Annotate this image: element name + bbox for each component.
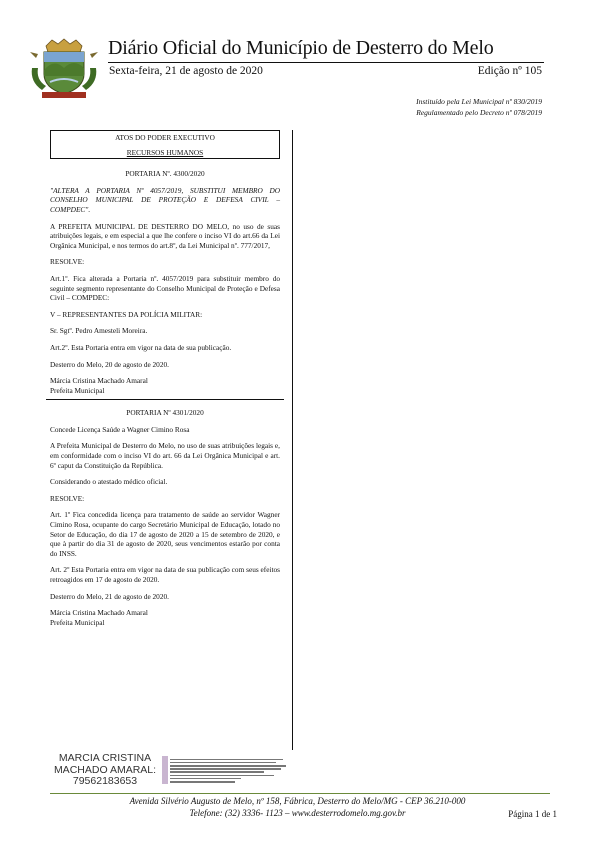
section-title: ATOS DO PODER EXECUTIVO [115,133,215,142]
portaria-2-signer-role: Prefeita Municipal [50,617,105,627]
portaria-1-number: PORTARIA Nº. 4300/2020 [125,169,205,179]
portaria-1-art1: Art.1º. Fica alterada a Portaria nº. 4057/2019 para substituir membro do seguinte segmento representante do Conselho Municipal de Proteção e Defesa Civil – COMPDEC: [50,273,280,303]
signature-id: 79562183653 [72,775,138,787]
portaria-1-segment: V – REPRESENTANTES DA POLÍCIA MILITAR: [50,309,203,319]
portaria-2-art1: Art. 1º Fica concedida licença para tratamento de saúde ao servidor Wagner Cimino Rosa, ocupante do cargo Secretário Municipal de Educação, lotado no Setor de Educação, do dia 17 de agosto de 2020 a 15 de setembro de 2020, e que à partir do dia 31 de agosto de 2020, seus vencimentos estarão por conta do INSS. [50,510,280,558]
portaria-1-member: Sr. Sgtº. Pedro Amesteli Moreira. [50,326,148,336]
issue-date: Sexta-feira, 21 de agosto de 2020 [109,65,263,77]
signature-details [170,757,288,787]
municipal-crest-icon [28,38,100,100]
main-column [50,130,280,627]
portaria-1-signer: Márcia Cristina Machado Amaral [50,376,148,386]
signature-mark [162,756,168,784]
portaria-2-considering: Considerando o atestado médico oficial. [50,477,168,487]
portaria-1-ementa: "ALTERA A PORTARIA Nº 4057/2019, SUBSTITUI MEMBRO DO CONSELHO MUNICIPAL DE PROTEÇÃO E DEFESA CIVIL – COMPDEC". [50,185,280,214]
portaria-1-place-date: Desterro do Melo, 20 de agosto de 2020. [50,359,169,369]
gazette-title: Diário Oficial do Município de Desterro do Melo [108,37,494,59]
portaria-1-preamble: A PREFEITA MUNICIPAL DE DESTERRO DO MELO, no uso de suas atribuições legais, e em especial a que lhe confere o inciso VI do art.66 da Lei Orgânica Municipal, e nos termos do art.8º, da Lei Municipal nº. 777/2017, [50,221,280,250]
digital-signature [52,753,158,793]
column-divider [292,130,293,750]
header-rule [108,62,544,63]
page-number: Página 1 de 1 [508,809,557,819]
footer-contact: Telefone: (32) 3336- 1123 – www.desterrodomelo.mg.gov.br [189,808,406,818]
portaria-2-preamble: A Prefeita Municipal de Desterro do Melo, no uso de suas atribuições legais e, em conformidade com o inciso VI do art. 66 da Lei Orgânica Municipal e art. 6º caput da Constituição da República. [50,441,280,470]
institution-decree: Regulamentado pelo Decreto nº 078/2019 [416,108,542,117]
section-heading-box [50,130,280,159]
portaria-1-resolve: RESOLVE: [50,257,85,267]
portaria-2-art2: Art. 2º Esta Portaria entra em vigor na data de sua publicação com seus efeitos retroagidos em 17 de agosto de 2020. [50,565,280,584]
section-subtitle: RECURSOS HUMANOS [126,147,204,157]
footer-rule [50,793,550,794]
portaria-1-art2: Art.2º. Esta Portaria entra em vigor na data de sua publicação. [50,342,232,352]
portaria-2-signer: Márcia Cristina Machado Amaral [50,608,148,618]
edition-number: Edição nº 105 [477,65,542,77]
portaria-2-ementa: Concede Licença Saúde a Wagner Cimino Rosa [50,424,190,434]
portaria-separator [46,399,284,400]
footer-address: Avenida Silvério Augusto de Melo, nº 158, Fábrica, Desterro do Melo/MG - CEP 36.210-000 [129,796,466,806]
portaria-2-number: PORTARIA Nº 4301/2020 [126,408,204,418]
institution-law: Instituído pela Lei Municipal nº 830/2019 [416,97,542,106]
signature-name-line-1: MARCIA CRISTINA [58,752,152,764]
portaria-2-resolve: RESOLVE: [50,493,85,503]
portaria-1-signer-role: Prefeita Municipal [50,385,105,395]
portaria-2-place-date: Desterro do Melo, 21 de agosto de 2020. [50,591,169,601]
signature-name-line-2: MACHADO AMARAL: [53,763,157,776]
